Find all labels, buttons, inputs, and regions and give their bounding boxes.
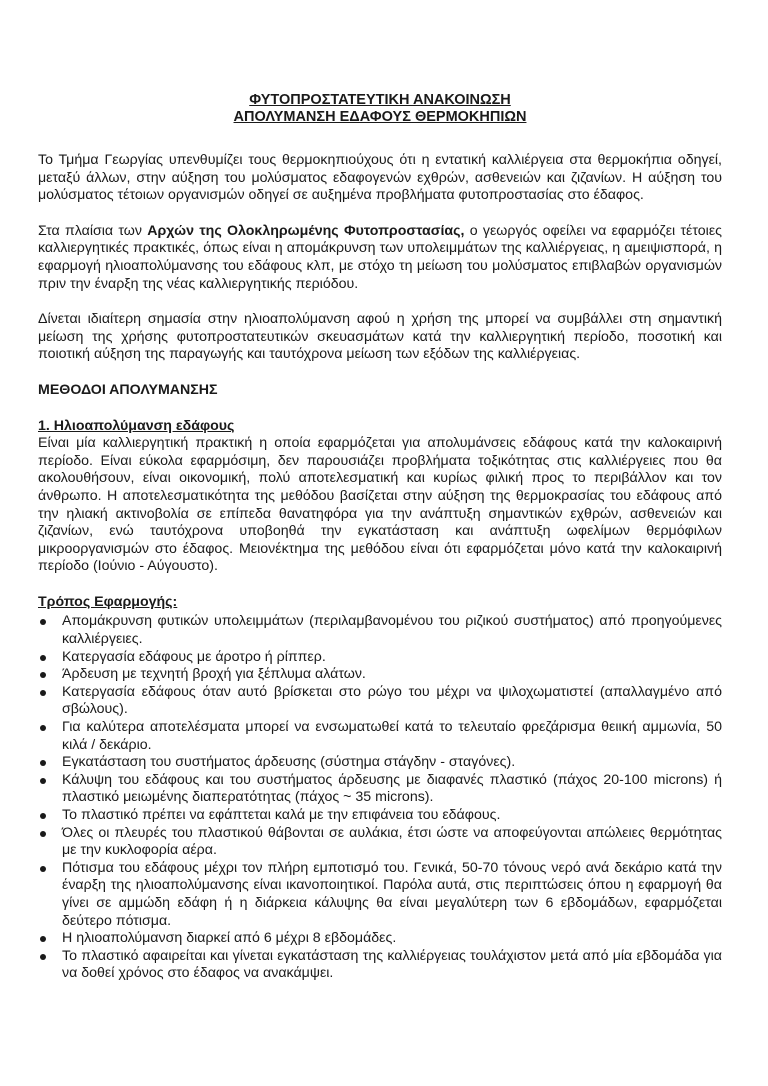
list-item-text: Κάλυψη του εδάφους και του συστήματος άρδευσης με διαφανές πλαστικό (πάχος 20-100 microns) ή πλαστικό μειωμένης διαπερατότητας (πάχος ~ 35 microns). <box>62 771 722 806</box>
list-item-text: Η ηλιοαπολύμανση διαρκεί από 6 μέχρι 8 εβδομάδες. <box>62 930 397 947</box>
list-item-text: Όλες οι πλευρές του πλαστικού θάβονται σε αυλάκια, έτσι ώστε να αποφεύγονται απώλειες θερμότητας με την κυκλοφορία αέρα. <box>62 824 722 859</box>
announcement-subtitle: ΑΠΟΛΥΜΑΝΣΗ ΕΔΑΦΟΥΣ ΘΕΡΜΟΚΗΠΙΩΝ <box>233 109 527 125</box>
list-item <box>38 825 722 860</box>
list-item <box>38 772 722 807</box>
intro-paragraph-3: Δίνεται ιδιαίτερη σημασία στην ηλιοαπολύμανση αφού η χρήση της μπορεί να συμβάλλει στη σημαντική μείωση της χρήσης φυτοπροστατευτικών σκευασμάτων κατά την καλλιεργητική περίοδο, ποσοτική και ποιοτική αύξηση της παραγωγής και ταυτόχρονα μείωση των εξόδων της καλλιέργειας. <box>38 311 722 363</box>
list-item-text: Κατεργασία εδάφους με άροτρο ή ρίππερ. <box>62 648 326 665</box>
intro-paragraph-2 <box>38 223 722 293</box>
list-item <box>38 666 722 684</box>
methods-heading: ΜΕΘΟΔΟΙ ΑΠΟΛΥΜΑΝΣΗΣ <box>38 381 218 398</box>
list-item-text: Κατεργασία εδάφους όταν αυτό βρίσκεται στο ρώγο του μέχρι να ψιλοχωματιστεί (απαλλαγμένο από σβώλους). <box>62 683 722 718</box>
bullet-icon <box>40 672 46 678</box>
application-method-heading: Τρόπος Εφαρμογής: <box>38 593 178 610</box>
bullet-icon <box>40 831 46 837</box>
list-item-text: Άρδευση με τεχνητή βροχή για ξέπλυμα αλάτων. <box>62 666 366 683</box>
integrated-pest-management-term: Αρχών της Ολοκληρωμένης Φυτοπροστασίας, <box>147 222 465 239</box>
list-item <box>38 613 722 648</box>
list-item-text: Για καλύτερα αποτελέσματα μπορεί να ενσωματωθεί κατά το τελευταίο φρεζάρισμα θειική αμμωνία, 50 κιλά / δεκάριο. <box>62 719 722 753</box>
bullet-icon <box>40 690 46 696</box>
bullet-icon <box>40 954 46 960</box>
list-item-text: Το πλαστικό πρέπει να εφάπτεται καλά με την επιφάνεια του εδάφους. <box>62 807 501 823</box>
intro-paragraph-1: Το Τμήμα Γεωργίας υπενθυμίζει τους θερμοκηπιούχους ότι η εντατική καλλιέργεια στα θερμοκήπια οδηγεί, μεταξύ άλλων, στην αύξηση του μολύσματος εδαφογενών εχθρών, ασθενειών και ζιζανίων. Η αύξηση του μολύσματος τέτοιων οργανισμών οδηγεί σε αυξημένα προβλήματα φυτοπροστασίας στο έδαφος. <box>38 152 722 204</box>
announcement-title: ΦΥΤΟΠΡΟΣΤΑΤΕΥΤΙΚΗ ΑΝΑΚΟΙΝΩΣΗ <box>249 92 511 108</box>
bullet-icon <box>40 936 46 942</box>
document-page <box>38 92 722 983</box>
list-item <box>38 948 722 983</box>
bullet-icon <box>40 655 46 661</box>
document-titles <box>38 92 722 126</box>
bullet-icon <box>40 619 46 625</box>
list-item <box>38 754 722 772</box>
list-item <box>38 719 722 754</box>
bullet-icon <box>40 760 46 766</box>
solarization-heading: 1. Ηλιοαπολύμανση εδάφους <box>38 417 235 434</box>
list-item-text: Απομάκρυνση φυτικών υπολειμμάτων (περιλαμβανομένου του ριζικού συστήματος) από προηγούμενες καλλιέργειες. <box>62 613 722 648</box>
bullet-icon <box>40 866 46 872</box>
bullet-icon <box>40 725 46 731</box>
solarization-description: Είναι μία καλλιεργητική πρακτική η οποία εφαρμόζεται για απολυμάνσεις εδάφους κατά την καλοκαιρινή περίοδο. Είναι εύκολα εφαρμόσιμη, δεν παρουσιάζει προβλήματα τοξικότητας στις καλλιέργειες που θα ακολουθήσουν, είναι οικονομική, πολύ αποτελεσματική και κυρίως φιλική προς το περιβάλλον και τον άνθρωπο. Η αποτελεσματικότητα της μεθόδου βασίζεται στην αύξηση της θερμοκρασίας του εδάφους από την ηλιακή ακτινοβολία σε επίπεδα θανατηφόρα για την ανάπτυξη σημαντικών εχθρών, ασθενειών και ζιζανίων, ενώ ταυτόχρονα υποβοηθά την εγκατάσταση και ανάπτυξη ωφελίμων θερμόφιλων μικροοργανισμών στο έδαφος. Μειονέκτημα της μεθόδου είναι ότι εφαρμόζεται μόνο κατά την καλοκαιρινή περίοδο (Ιούνιο - Αύγουστο). <box>38 435 722 575</box>
list-item <box>38 684 722 719</box>
list-item-text: Το πλαστικό αφαιρείται και γίνεται εγκατάσταση της καλλιέργειας τουλάχιστον μετά από μία εβδομάδα για να δοθεί χρόνος στο έδαφος να ανακάμψει. <box>62 947 722 982</box>
bullet-icon <box>40 778 46 784</box>
list-item-text: Πότισμα του εδάφους μέχρι τον πλήρη εμποτισμό του. Γενικά, 50-70 τόνους νερό ανά δεκάριο κατά την έναρξη της ηλιοαπολύμανσης είναι ικανοποιητικοί. Παρόλα αυτά, στις περιπτώσεις όπου η εφαρμογή θα γίνει σε αμμώδη εδάφη ή η διάρκεια κάλυψης θα είναι μεγαλύτερη των 6 εβδομάδων, εφαρμόζεται δεύτερο πότισμα. <box>62 859 722 929</box>
list-item <box>38 807 722 825</box>
list-item <box>38 649 722 667</box>
application-steps-list <box>38 613 722 982</box>
list-item-text: Εγκατάσταση του συστήματος άρδευσης (σύστημα στάγδην - σταγόνες). <box>62 754 516 771</box>
list-item <box>38 860 722 930</box>
intro-paragraph-2-end: ο γεωργός οφείλει να εφαρμόζει τέτοιες καλλιεργητικές πρακτικές, όπως είναι η απομάκρυνση των υπολειμμάτων της καλλιέργειας, η αμειψισπορά, η εφαρμογή ηλιοαπολύμανσης του εδάφους κλπ, με στόχο τη μείωση του μολύσματος επιβλαβών οργανισμών πριν την έναρξη της νέας καλλιεργητικής περιόδου. <box>38 222 722 292</box>
bullet-icon <box>40 813 46 819</box>
list-item <box>38 930 722 948</box>
intro-paragraph-2-start: Στα πλαίσια των <box>38 222 148 239</box>
